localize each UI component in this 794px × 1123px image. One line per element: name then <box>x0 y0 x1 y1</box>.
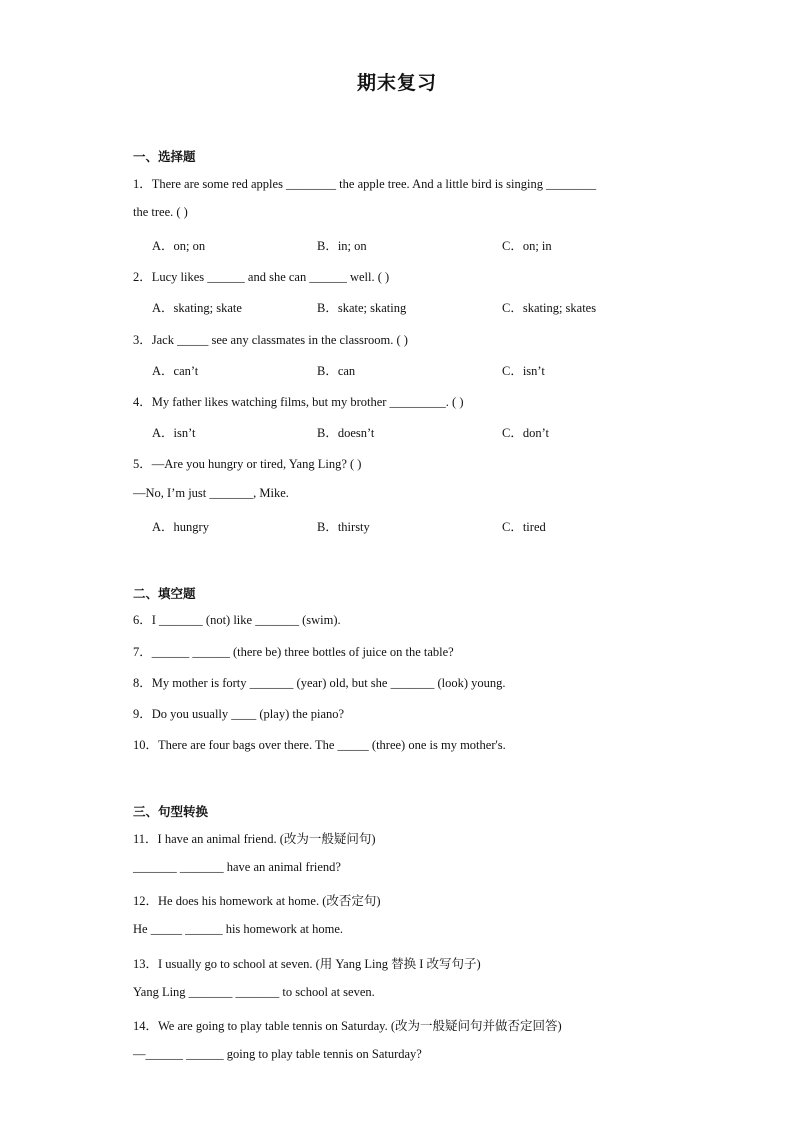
question-2: 2．Lucy likes ______ and she can ______ well. ( ) <box>133 270 390 284</box>
question-4-option-a: A．isn’t <box>152 426 196 440</box>
question-13: 13．I usually go to school at seven. (用 Yang Ling 替换 I 改写句子) <box>133 957 481 971</box>
question-1-line-2: the tree. ( ) <box>133 205 188 219</box>
question-4: 4．My father likes watching films, but my brother _________. ( ) <box>133 395 464 409</box>
section-heading-fill-in: 二、填空题 <box>133 586 196 601</box>
question-3-option-a: A．can’t <box>152 364 199 378</box>
question-5-option-b: B．thirsty <box>317 520 370 534</box>
question-4-option-b: B．doesn’t <box>317 426 375 440</box>
question-5-line-2: —No, I’m just _______, Mike. <box>133 486 289 500</box>
question-5-option-c: C．tired <box>502 520 546 534</box>
question-2-option-a: A．skating; skate <box>152 301 242 315</box>
question-1-option-b: B．in; on <box>317 239 367 253</box>
question-12: 12．He does his homework at home. (改否定句) <box>133 894 381 908</box>
question-1-option-c: C．on; in <box>502 239 552 253</box>
question-12-answer: He _____ ______ his homework at home. <box>133 922 344 936</box>
section-heading-transformation: 三、句型转换 <box>133 804 209 819</box>
question-3-option-b: B．can <box>317 364 356 378</box>
section-heading-choice: 一、选择题 <box>133 149 196 164</box>
question-13-answer: Yang Ling _______ _______ to school at seven. <box>133 985 375 999</box>
question-5-option-a: A．hungry <box>152 520 209 534</box>
question-11-answer: _______ _______ have an animal friend? <box>133 860 341 874</box>
question-10: 10．There are four bags over there. The _____ (three) one is my mother's. <box>133 738 506 752</box>
question-1-line-1: 1．There are some red apples ________ the apple tree. And a little bird is singing ________ <box>133 177 597 191</box>
question-2-option-c: C．skating; skates <box>502 301 597 315</box>
question-3: 3．Jack _____ see any classmates in the classroom. ( ) <box>133 333 408 347</box>
page-title: 期末复习 <box>356 72 437 94</box>
question-3-option-c: C．isn’t <box>502 364 545 378</box>
question-11: 11．I have an animal friend. (改为一般疑问句) <box>133 832 376 846</box>
question-1-option-a: A．on; on <box>152 239 206 253</box>
question-9: 9．Do you usually ____ (play) the piano? <box>133 707 345 721</box>
question-2-option-b: B．skate; skating <box>317 301 407 315</box>
question-14-answer: —______ ______ going to play table tennis on Saturday? <box>133 1047 422 1061</box>
question-8: 8．My mother is forty _______ (year) old, but she _______ (look) young. <box>133 676 506 690</box>
question-14: 14．We are going to play table tennis on Saturday. (改为一般疑问句并做否定回答) <box>133 1019 562 1033</box>
question-6: 6．I _______ (not) like _______ (swim). <box>133 613 341 627</box>
question-5-line-1: 5．—Are you hungry or tired, Yang Ling? ( ) <box>133 457 362 471</box>
question-7: 7．______ ______ (there be) three bottles of juice on the table? <box>133 645 454 659</box>
question-4-option-c: C．don’t <box>502 426 549 440</box>
